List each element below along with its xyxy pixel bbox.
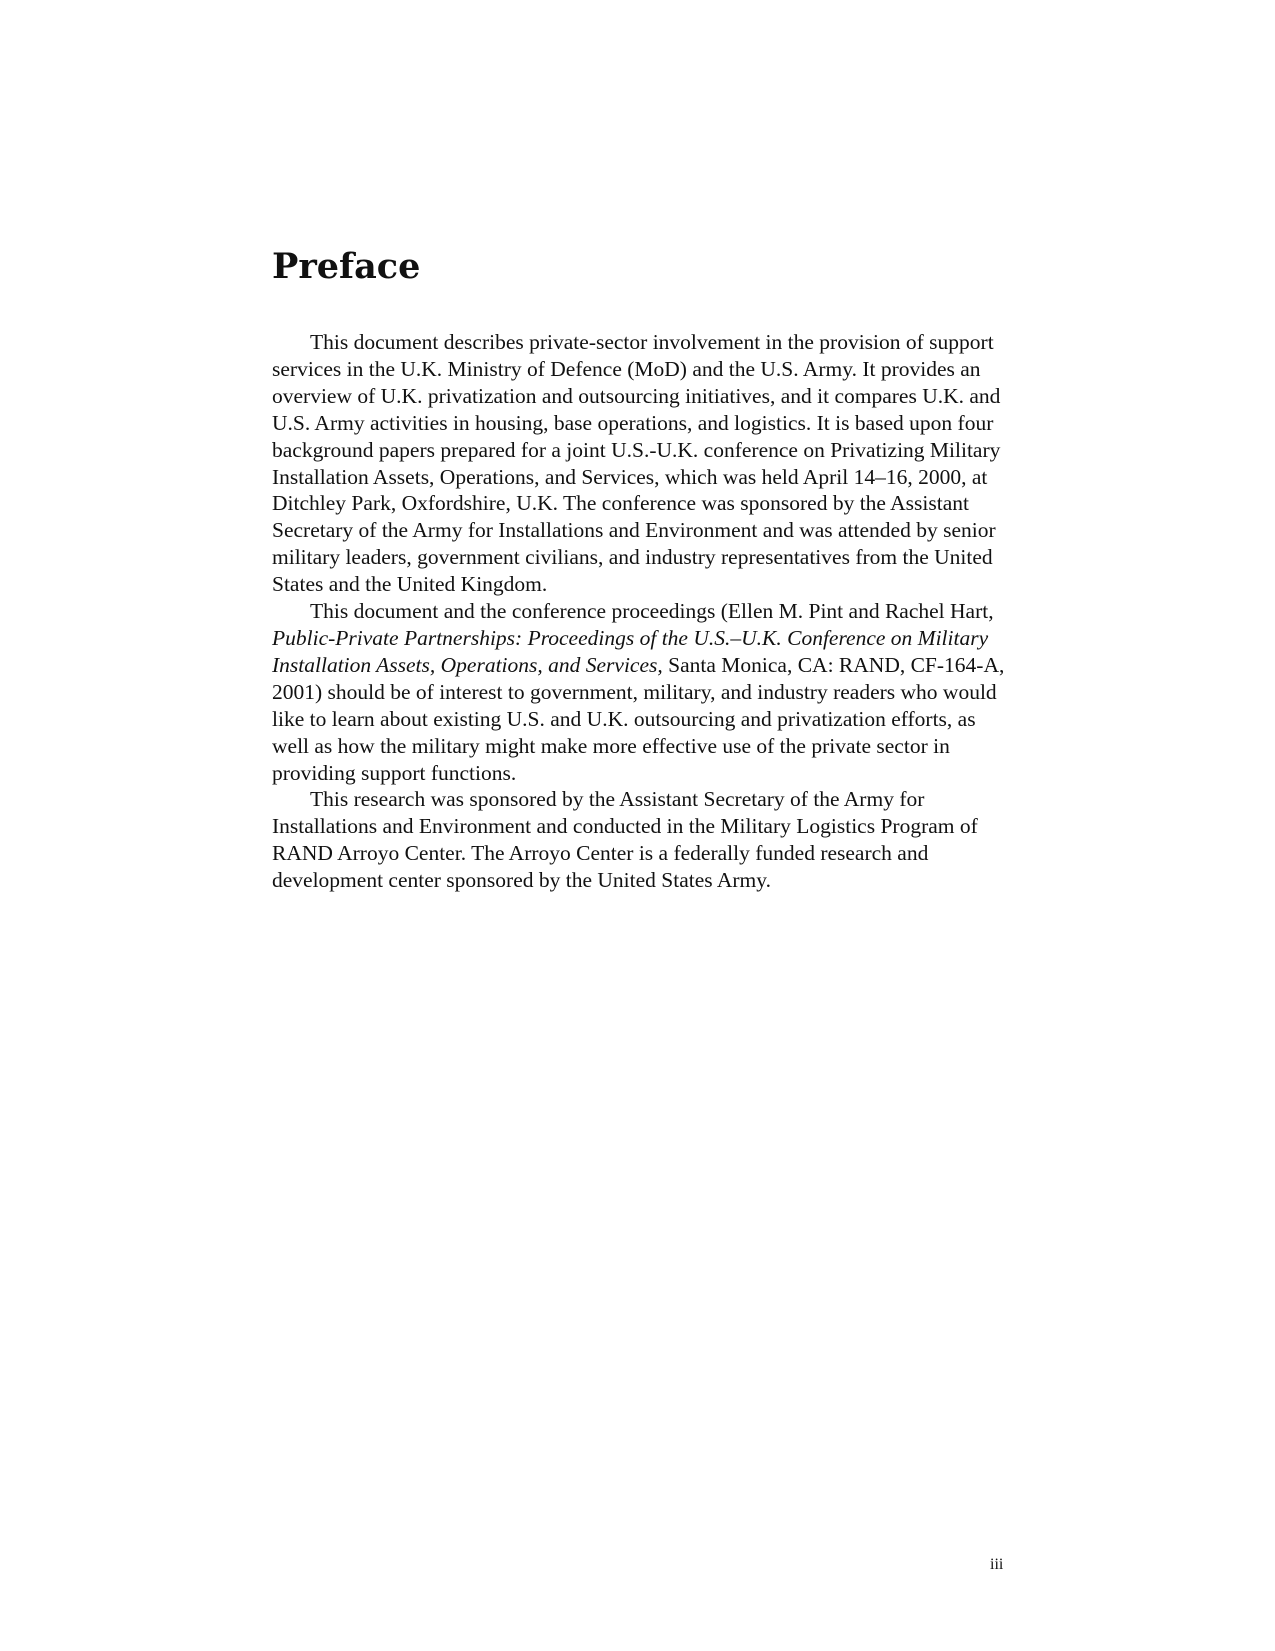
paragraph-2-rest: Santa Monica, CA: RAND, CF-164-A, 2001) should be of interest to government, military, and industry readers who would like to learn about existing U.S. and U.K. outsourcing and privatization efforts, as well as how the military might make more effective use of the private sector in providing support functions. [272, 652, 1005, 785]
proceedings-citation-title: Public-Private Partnerships: Proceedings of the U.S.–U.K. Conference on Military Installation Assets, Operations, and Services, [272, 625, 989, 677]
page-number: iii [990, 1556, 1004, 1573]
page-title: Preface [272, 246, 421, 287]
paragraph-3 [272, 786, 1017, 894]
paragraph-2-lead: This document and the conference proceedings (Ellen M. Pint and Rachel Hart, [310, 599, 994, 624]
paragraph-2 [272, 598, 1017, 786]
paragraph-1 [272, 329, 1017, 598]
paragraph-3-text: This research was sponsored by the Assistant Secretary of the Army for Installations and Environment and conducted in the Military Logistics Program of RAND Arroyo Center. The Arroyo Center is a federally funded research and development center sponsored by the United States Army. [272, 787, 978, 893]
paragraph-1-text: This document describes private-sector involvement in the provision of support services in the U.K. Ministry of Defence (MoD) and the U.S. Army. It provides an overview of U.K. privatization and outsourcing initiatives, and it compares U.K. and U.S. Army activities in housing, base operations, and logistics. It is based upon four background papers prepared for a joint U.S.-U.K. conference on Privatizing Military Installation Assets, Operations, and Services, which was held April 14–16, 2000, at Ditchley Park, Oxfordshire, U.K. The conference was sponsored by the Assistant Secretary of the Army for Installations and Environment and was attended by senior military leaders, government civilians, and industry representatives from the United States and the United Kingdom. [272, 330, 1001, 597]
preface-body [272, 329, 1017, 894]
